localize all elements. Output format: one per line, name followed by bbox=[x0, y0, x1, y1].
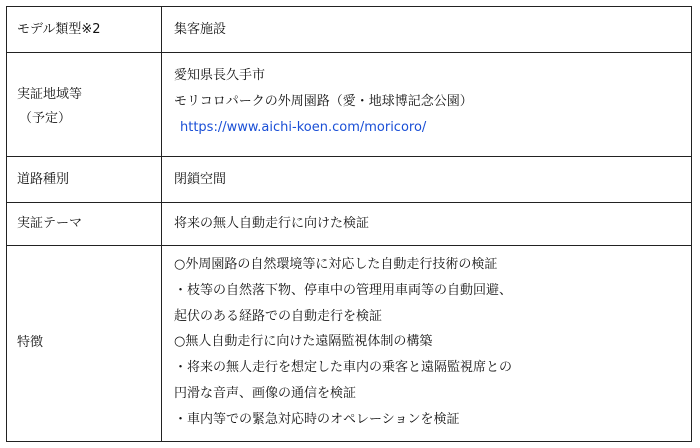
label-cell bbox=[7, 7, 162, 52]
value-cell bbox=[162, 203, 691, 245]
feature-line: ○無人自動走行に向けた遠隔監視体制の構築 bbox=[174, 334, 433, 349]
feature-line: 起伏のある経路での自動走行を検証 bbox=[174, 309, 383, 324]
feature-line: ・車内等での緊急対応時のオペレーションを検証 bbox=[174, 412, 460, 427]
value-cell bbox=[162, 157, 691, 202]
table-row-theme bbox=[7, 203, 691, 246]
feature-line: 円滑な音声、画像の通信を検証 bbox=[174, 386, 357, 401]
label-model-type: モデル類型※2 bbox=[17, 22, 101, 37]
table-row-location bbox=[7, 53, 691, 157]
info-table bbox=[6, 6, 692, 442]
park-url-link[interactable]: https://www.aichi-koen.com/moricoro/ bbox=[180, 120, 427, 135]
value-location-park: モリコロパークの外周園路（愛・地球博記念公園） bbox=[174, 94, 473, 109]
label-cell bbox=[7, 53, 162, 156]
feature-line: ・将来の無人走行を想定した車内の乗客と遠隔監視席との bbox=[174, 360, 513, 375]
value-location-city: 愛知県長久手市 bbox=[174, 68, 266, 83]
value-model-type: 集客施設 bbox=[174, 22, 227, 37]
label-cell bbox=[7, 203, 162, 245]
value-cell bbox=[162, 7, 691, 52]
label-location-note: （予定） bbox=[19, 111, 72, 126]
feature-line: ・枝等の自然落下物、停車中の管理用車両等の自動回避、 bbox=[174, 283, 513, 298]
label-theme: 実証テーマ bbox=[17, 216, 83, 231]
feature-line: ○外周園路の自然環境等に対応した自動走行技術の検証 bbox=[174, 257, 498, 272]
value-cell bbox=[162, 246, 691, 441]
label-location: 実証地域等 bbox=[17, 87, 83, 102]
table-row-features bbox=[7, 246, 691, 441]
label-road-type: 道路種別 bbox=[17, 172, 70, 187]
table-row-model-type bbox=[7, 7, 691, 53]
table-row-road-type bbox=[7, 157, 691, 203]
value-road-type: 閉鎖空間 bbox=[174, 172, 227, 187]
label-cell bbox=[7, 246, 162, 441]
label-cell bbox=[7, 157, 162, 202]
value-cell bbox=[162, 53, 691, 156]
label-features: 特徴 bbox=[17, 335, 44, 350]
value-theme: 将来の無人自動走行に向けた検証 bbox=[174, 216, 370, 231]
